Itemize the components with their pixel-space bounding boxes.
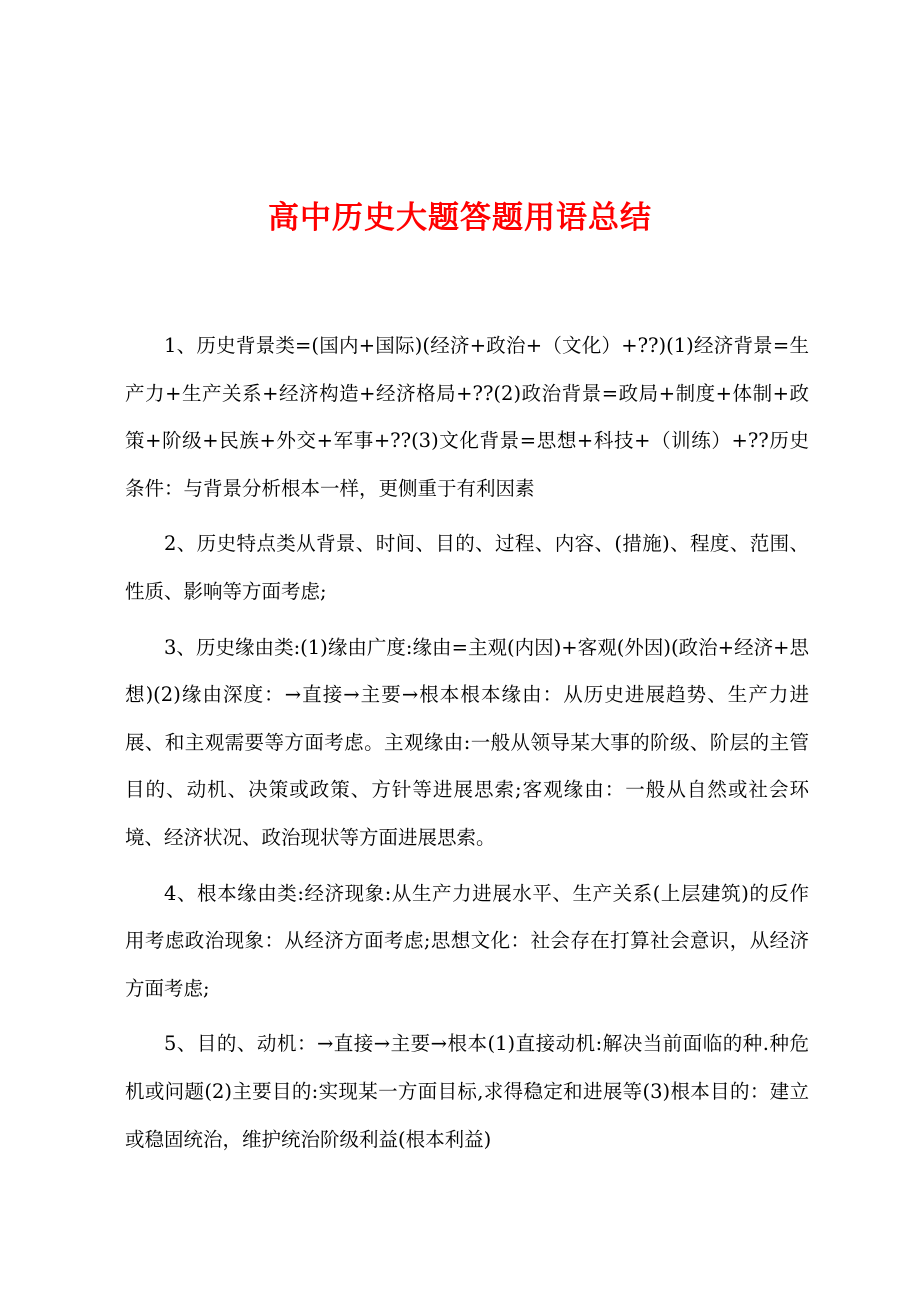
paragraph-4: 4、根本缘由类:经济现象:从生产力进展水平、生产关系(上层建筑)的反作用考虑政治现象：从经济方面考虑;思想文化：社会存在打算社会意识，从经济方面考虑; (125, 881, 809, 1000)
paragraph-3: 3、历史缘由类:(1)缘由广度:缘由=主观(内因)+客观(外因)(政治+经济+思想)(2)缘由深度：→直接→主要→根本根本缘由：从历史进展趋势、生产力进展、和主观需要等方面考虑。主观缘由:一般从领导某大事的阶级、阶层的主管目的、动机、决策或政策、方针等进展思索;客观缘由：一般从自然或社会环境、经济状况、政治现状等方面进展思索。 (125, 635, 809, 849)
document-title: 高中历史大题答题用语总结 (268, 200, 652, 236)
paragraph-1: 1、历史背景类=(国内+国际)(经济+政治+（文化）+??)(1)经济背景=生产力+生产关系+经济构造+经济格局+??(2)政治背景=政局+制度+体制+政策+阶级+民族+外交+军事+??(3)文化背景=思想+科技+（训练）+??历史条件：与背景分析根本一样，更侧重于有利因素 (125, 334, 809, 500)
paragraph-2: 2、历史特点类从背景、时间、目的、过程、内容、(措施)、程度、范围、性质、影响等方面考虑; (125, 532, 809, 603)
paragraph-5: 5、目的、动机：→直接→主要→根本(1)直接动机:解决当前面临的种.种危机或问题(2)主要目的:实现某一方面目标,求得稳定和进展等(3)根本目的：建立或稳固统治，维护统治阶级利益(根本利益) (125, 1032, 809, 1151)
document-body (125, 322, 809, 1171)
